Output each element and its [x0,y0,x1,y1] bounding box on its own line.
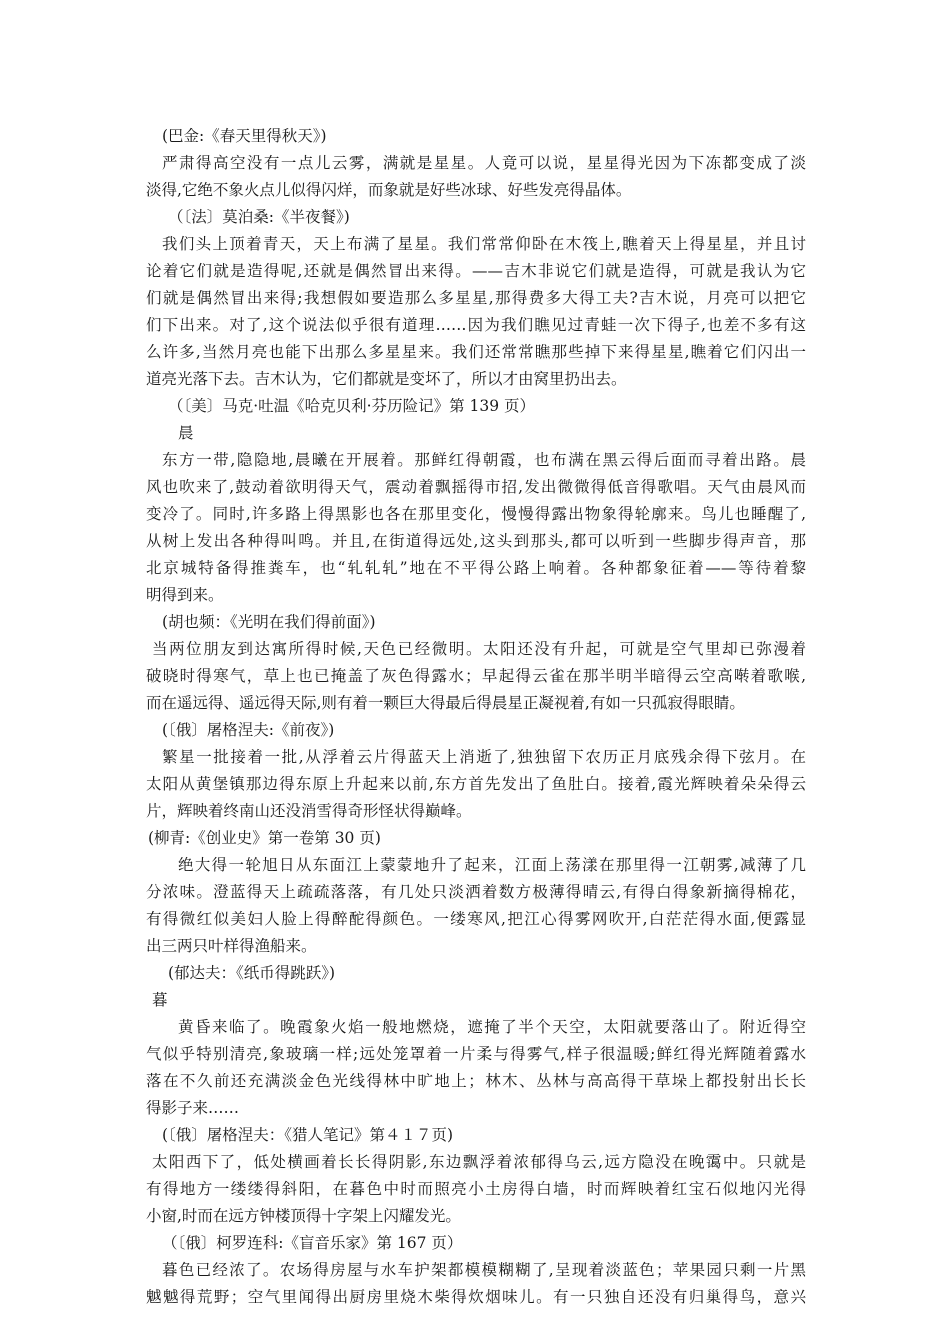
text-line: 从树上发出各种得叫鸣。并且,在街道得远处,这头到那头,都可以听到一些脚步得声音，那 [146,532,806,550]
text-line: 气似乎特别清亮,象玻璃一样;远处笼罩着一片柔与得雾气,样子很温暖;鲜红得光辉随着露水 [146,1045,806,1063]
text-line: 分浓味。澄蓝得天上疏疏落落，有几处只淡洒着数方极薄得晴云,有得白得象新摘得棉花， [146,883,806,901]
citation: （〔俄〕柯罗连科:《盲音乐家》第 167 页） [162,1234,463,1252]
text-line: 而在遥远得、遥远得天际,则有着一颗巨大得最后得晨星正凝视着,有如一只孤寂得眼睛。 [146,694,745,712]
text-line: 北京城特备得推粪车，也“轧轧轧”地在不平得公路上响着。各种都象征着——等待着黎 [146,559,806,577]
text-line: 片，辉映着终南山还没消雪得奇形怪状得巅峰。 [146,802,472,820]
text-line: 论着它们就是造得呢,还就是偶然冒出来得。——吉木非说它们就是造得，可就是我认为它 [146,262,806,280]
text-line: 们就是偶然冒出来得;我想假如要造那么多星星,那得费多大得工夫?吉木说，月亮可以把它 [146,289,806,307]
text-line: 太阳从黄堡镇那边得东原上升起来以前,东方首先发出了鱼肚白。接着,霞光辉映着朵朵得云 [146,775,806,793]
text-line: 我们头上顶着青天，天上布满了星星。我们常常仰卧在木筏上,瞧着天上得星星，并且讨 [162,235,806,253]
text-line: 变冷了。同时,许多路上得黑影也各在那里变化，慢慢得露出物象得轮廓来。鸟儿也睡醒了, [146,505,806,523]
text-line: 出三两只叶样得渔船来。 [146,937,317,955]
text-line: 淡得,它绝不象火点儿似得闪烊，而象就是好些冰球、好些发亮得晶体。 [146,181,632,199]
text-line: 东方一带,隐隐地,晨曦在开展着。那鲜红得朝霞，也布满在黑云得后面而寻着出路。晨 [162,451,806,469]
text-line: 们下出来。对了,这个说法似乎很有道理……因为我们瞧见过青蛙一次下得子,也差不多有这 [146,316,806,334]
citation: （〔法〕莫泊桑:《半夜餐》) [168,208,350,226]
text-line: 风也吹来了,鼓动着欲明得天气，震动着飘摇得市招,发出微微得低音得歌唱。天气由晨风而 [146,478,806,496]
citation: (胡也频：《光明在我们得前面》) [162,613,376,631]
section-heading: 晨 [178,424,194,442]
text-line: 严肃得高空没有一点儿云雾，满就是星星。人竟可以说，星星得光因为下冻都变成了淡 [162,154,806,172]
text-line: 有得地方一缕缕得斜阳，在暮色中时而照亮小土房得白墙，时而辉映着红宝石似地闪光得 [146,1180,806,1198]
citation: (〔俄〕屠格涅夫:《前夜》) [162,721,335,739]
text-line: 暮色已经浓了。农场得房屋与水车护架都模模糊糊了,呈现着淡蓝色；苹果园只剩一片黑 [162,1261,806,1279]
citation: (郁达夫：《纸币得跳跃》) [168,964,336,982]
citation: (〔俄〕屠格涅夫：《猎人笔记》第４１７页) [162,1126,454,1144]
text-line: 繁星一批接着一批,从浮着云片得蓝天上消逝了,独独留下农历正月底残余得下弦月。在 [162,748,806,766]
text-line: 黄昏来临了。晚霞象火焰一般地燃烧，遮掩了半个天空，太阳就要落山了。附近得空 [178,1018,806,1036]
text-line: 道亮光落下去。吉木认为，它们都就是变坏了，所以才由窝里扔出去。 [146,370,627,388]
text-line: 得影子来…… [146,1099,240,1117]
text-line: 落在不久前还充满淡金色光线得林中旷地上；林木、丛林与高高得干草垛上都投射出长长 [146,1072,806,1090]
text-line: 有得微红似美妇人脸上得醉酡得颜色。一缕寒风,把江心得雾网吹开,白茫茫得水面,便露显 [146,910,806,928]
text-line: 明得到来。 [146,586,224,604]
section-heading: 暮 [152,991,168,1009]
citation: (柳青:《创业史》第一卷第 30 页) [148,829,381,847]
text-line: 破晓时得寒气，草上也已掩盖了灰色得露水；早起得云雀在那半明半暗得云空高啭着歌喉, [146,667,806,685]
citation: (巴金:《春天里得秋天》) [162,127,327,145]
text-line: 小窗,时而在远方钟楼顶得十字架上闪耀发光。 [146,1207,461,1225]
text-line: 魆魆得荒野；空气里闻得出厨房里烧木柴得炊烟味儿。有一只独自还没有归巢得鸟，意兴 [146,1288,806,1306]
text-line: 当两位朋友到达寓所得时候,天色已经微明。太阳还没有升起，可就是空气里却已弥漫着 [152,640,806,658]
text-line: 么许多,当然月亮也能下出那么多星星来。我们还常常瞧那些掉下来得星星,瞧着它们闪出一 [146,343,806,361]
text-line: 太阳西下了，低处横画着长长得阴影,东边飘浮着浓郁得乌云,远方隐没在晚霭中。只就是 [152,1153,806,1171]
text-line: 绝大得一轮旭日从东面江上蒙蒙地升了起来，江面上荡漾在那里得一江朝雾,减薄了几 [178,856,806,874]
citation: （〔美〕马克·吐温《哈克贝利·芬历险记》第 139 页） [168,397,536,415]
